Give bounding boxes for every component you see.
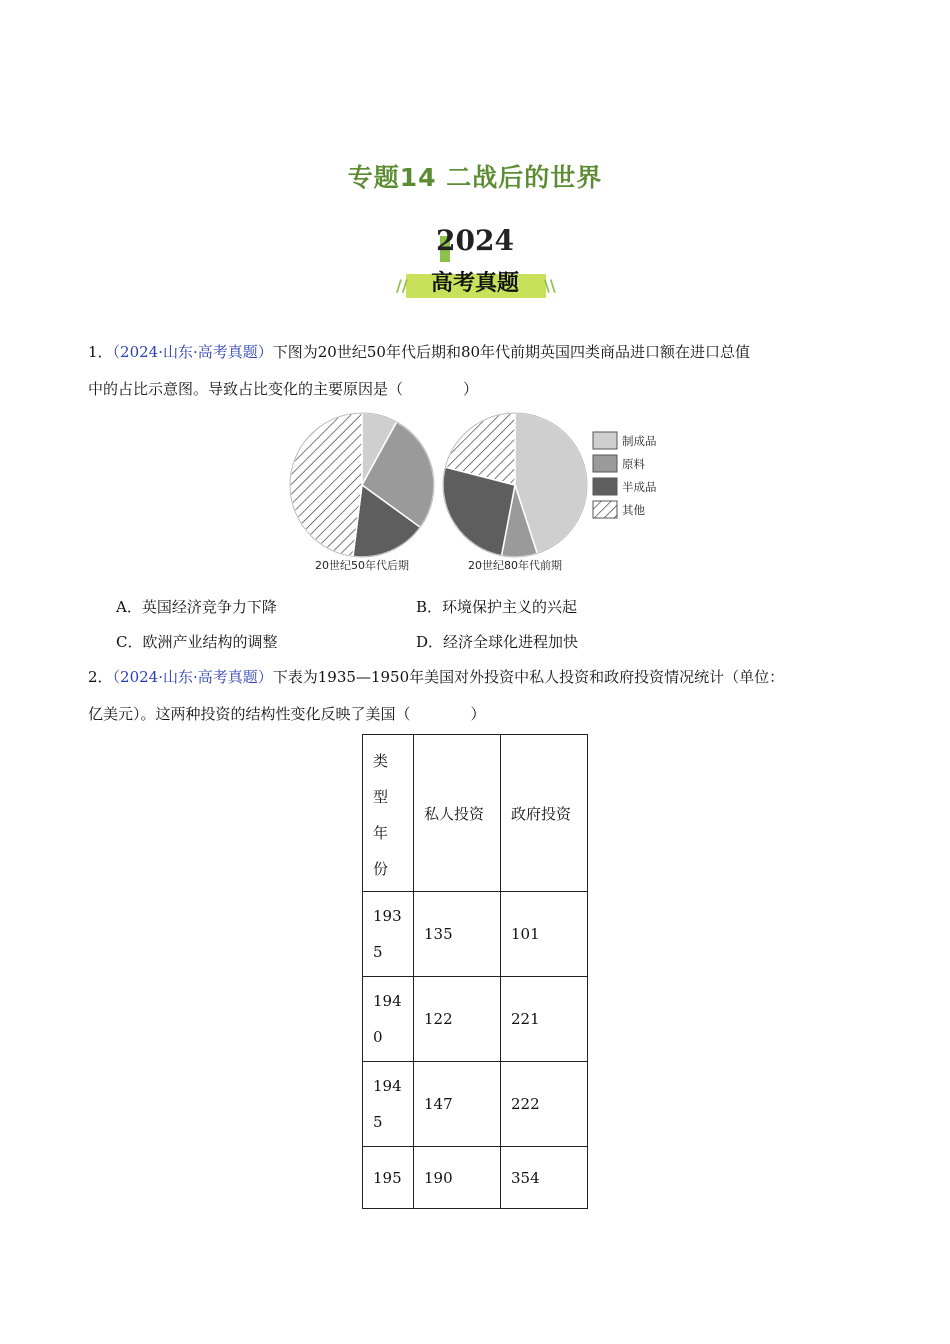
legend-label-3: 其他 [622, 503, 645, 517]
pie-chart-1950s [290, 413, 434, 557]
legend-swatch-3 [593, 501, 617, 518]
pie-chart-1980s [443, 413, 587, 557]
private-cell: 147 [414, 1062, 501, 1147]
badge-subtitle: 高考真题 [430, 271, 519, 296]
year-part: 5 [373, 1113, 383, 1131]
gov-cell: 354 [501, 1147, 588, 1209]
gov-cell: 101 [501, 892, 588, 977]
corner-char: 类 [373, 752, 389, 770]
q2-line1 [88, 667, 784, 687]
table-corner-cell [363, 735, 414, 892]
legend-swatch-2 [593, 478, 617, 495]
table-row [363, 892, 588, 977]
year-part: 5 [373, 943, 383, 961]
private-cell: 190 [414, 1147, 501, 1209]
page-title: 专题14 二战后的世界 [347, 163, 603, 192]
private-cell: 135 [414, 892, 501, 977]
pie-caption-1980s: 20世纪80年代前期 [468, 559, 562, 572]
investment-table [362, 734, 588, 1209]
badge-slash-left: // [396, 276, 408, 295]
pie-caption-1950s: 20世纪50年代后期 [315, 559, 409, 572]
header-gov: 政府投资 [501, 735, 588, 892]
badge-year: 2024 [436, 224, 514, 257]
year-cell [363, 1147, 414, 1209]
q1-pie-figure [288, 408, 678, 578]
q1-option-d[interactable]: D．经济全球化进程加快 [416, 633, 579, 651]
year-badge [380, 222, 570, 302]
q1-option-c[interactable]: C．欧洲产业结构的调整 [116, 633, 278, 651]
year-cell [363, 977, 414, 1062]
pie-charts-svg [288, 408, 678, 578]
table-row [363, 977, 588, 1062]
year-cell [363, 1062, 414, 1147]
corner-char: 型 [373, 788, 389, 806]
legend-swatch-0 [593, 432, 617, 449]
corner-char: 年 [373, 824, 389, 842]
year-part: 195 [373, 1168, 402, 1187]
q1-option-b[interactable]: B．环境保护主义的兴起 [416, 598, 578, 616]
corner-char: 份 [373, 860, 389, 878]
q2-source-tag: （2024·山东·高考真题） [112, 668, 273, 686]
table-header-row [363, 735, 588, 892]
private-cell: 122 [414, 977, 501, 1062]
q1-source-tag: （2024·山东·高考真题） [112, 343, 273, 361]
q1-stem-2: 中的占比示意图。导致占比变化的主要原因是（ ） [88, 380, 479, 398]
q2-number: 2． [88, 668, 113, 686]
q1-line1 [88, 342, 750, 362]
gov-cell: 221 [501, 977, 588, 1062]
q1-stem-1: 下图为20世纪50年代后期和80年代前期英国四类商品进口额在进口总值 [272, 343, 751, 361]
badge-slash-right: \\ [544, 276, 556, 295]
q1-option-a[interactable]: A．英国经济竞争力下降 [116, 598, 277, 616]
year-part: 0 [373, 1028, 383, 1046]
year-part: 193 [373, 907, 402, 925]
legend-swatch-1 [593, 455, 617, 472]
year-cell [363, 892, 414, 977]
year-part: 194 [373, 992, 402, 1010]
header-private: 私人投资 [414, 735, 501, 892]
q1-number: 1． [88, 343, 113, 361]
legend-label-0: 制成品 [622, 434, 657, 448]
q2-stem-1: 下表为1935—1950年美国对外投资中私人投资和政府投资情况统计（单位： [272, 668, 785, 686]
q2-stem-2: 亿美元）。这两种投资的结构性变化反映了美国（ ） [88, 705, 486, 723]
year-part: 194 [373, 1077, 402, 1095]
legend-label-2: 半成品 [622, 480, 657, 494]
legend-label-1: 原料 [622, 457, 645, 471]
table-row [363, 1062, 588, 1147]
pie-slice-1950s-3 [290, 413, 362, 556]
table-row [363, 1147, 588, 1209]
gov-cell: 222 [501, 1062, 588, 1147]
pie-legend [593, 432, 657, 518]
